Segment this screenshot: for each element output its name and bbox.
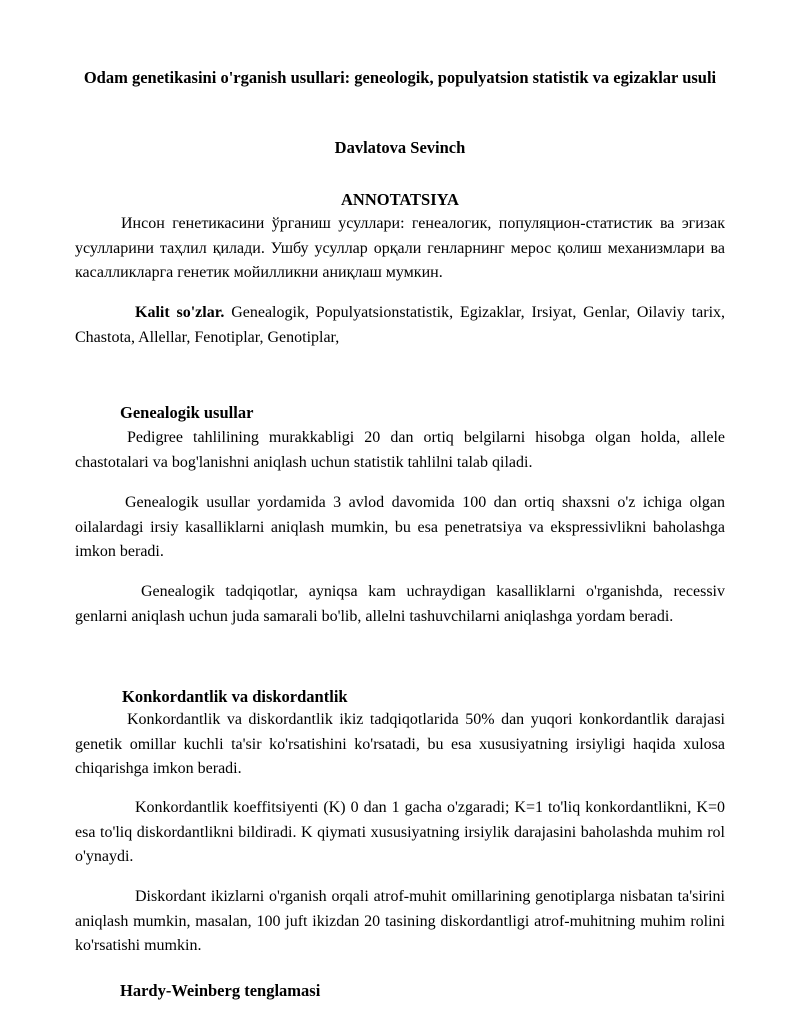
keywords-text: Genealogik, Populyatsionstatistik, Egizaklar, Irsiyat, Genlar, Oilaviy tarix, Chastota, Allellar, Fenotiplar, Genotiplar, bbox=[75, 304, 726, 346]
paragraph: Konkordantlik koeffitsiyenti (K) 0 dan 1 gacha o'zgaradi; K=1 to'liq konkordantlikni, K=0 esa to'liq diskordantlikni bildiradi. K qiymati xususiyatning irsiylik darajasini baholashda muhim rol o'ynaydi. bbox=[75, 799, 725, 865]
paragraph: Konkordantlik va diskordantlik ikiz tadqiqotlarida 50% dan yuqori konkordantlik darajasi genetik omillar kuchli ta'sir ko'rsatishini ko'rsatadi, bu esa xususiyatning irsiyligi haqida xulosa chiqarishga imkon beradi. bbox=[75, 711, 725, 777]
document-title: Odam genetikasini o'rganish usullari: geneologik, populyatsion statistik va egizaklar usuli bbox=[83, 68, 717, 87]
annotation-text: Инсон генетикасини ўрганиш усуллари: генеалогик, популяцион-статистик ва эгизак усулларини таҳлил қилади. Ушбу усуллар орқали генларнинг мерос қолиш механизмлари ва касалликларга генетик мойилликни аниқлаш мумкин. bbox=[75, 215, 725, 281]
section-heading-hardy-weinberg: Hardy-Weinberg tenglamasi bbox=[120, 981, 321, 1000]
annotation-heading: ANNOTATSIYA bbox=[341, 190, 459, 209]
keywords-paragraph bbox=[75, 301, 725, 350]
section-heading-genealogik: Genealogik usullar bbox=[120, 403, 254, 422]
author-name: Davlatova Sevinch bbox=[334, 138, 466, 157]
section-heading-konkordantlik: Konkordantlik va diskordantlik bbox=[122, 687, 348, 706]
paragraph: Genealogik usullar yordamida 3 avlod davomida 100 dan ortiq shaxsni o'z ichiga olgan oilalardagi irsiy kasalliklarni aniqlash mumkin, bu esa penetratsiya va ekspressivlikni baholashga imkon beradi. bbox=[75, 494, 725, 560]
paragraph: Pedigree tahlilining murakkabligi 20 dan ortiq belgilarni hisobga olgan holda, allele chastotalari va bog'lanishni aniqlash uchun statistik tahlilni talab qiladi. bbox=[75, 429, 725, 471]
paragraph: Diskordant ikizlarni o'rganish orqali atrof-muhit omillarining genotiplarga nisbatan ta'sirini aniqlash mumkin, masalan, 100 juft ikizdan 20 tasining diskordantligi atrof-muhitning muhim rolini ko'rsatishi mumkin. bbox=[75, 888, 725, 954]
keywords-label: Kalit so'zlar. bbox=[135, 304, 225, 321]
paragraph: Genealogik tadqiqotlar, ayniqsa kam uchraydigan kasalliklarni o'rganishda, recessiv genlarni aniqlash uchun juda samarali bo'lib, allelni tashuvchilarni aniqlashga yordam beradi. bbox=[75, 583, 725, 625]
